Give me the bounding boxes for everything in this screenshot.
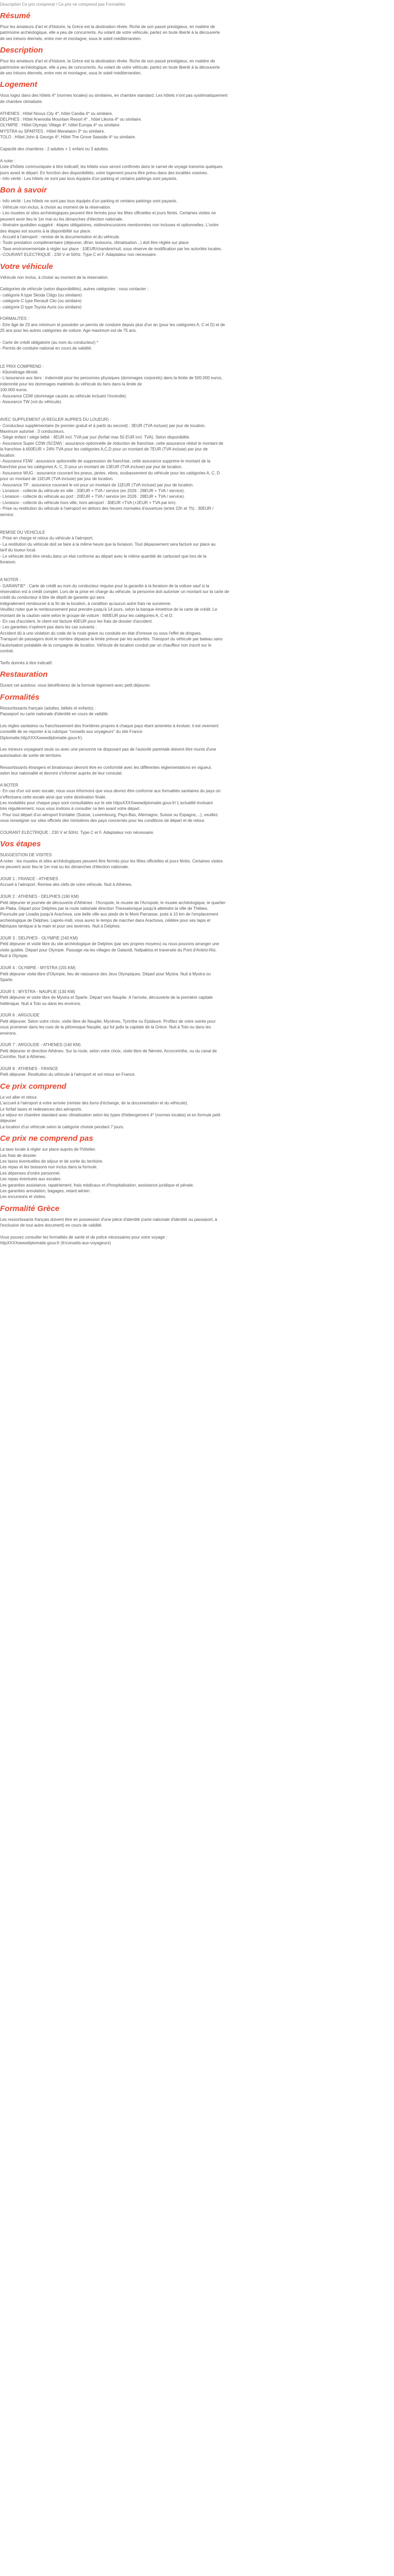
text-line: - Carte de crédit obligatoire (au nom du conducteur) *	[0, 340, 98, 345]
blank-line	[0, 888, 394, 894]
section-title: Ce prix comprend	[0, 1081, 67, 1091]
text-line: - Etre âgé de 23 ans minimum et posséder un permis de conduire depuis plus d'un an (pour les catégories A, C et D) et de	[0, 322, 225, 327]
text-line: - Prise en charge et retour du véhicule à l'aéroport.	[0, 536, 94, 541]
page	[0, 0, 394, 1255]
text-line: Les règles sanitaires ou franchissement des frontières propres à chaque pays étant amenées à évoluer, il est vivement	[0, 723, 219, 728]
text-line: - Assurance WUG : assurance couvrant les pneus, jantes, vitres, soubassement du véhicule pour les catégories A, C, D	[0, 470, 220, 475]
text-line: selon leur nationalité et devront s'informer auprès de leur consulat.	[0, 771, 123, 776]
text-line: JOUR 7 : ARGOLIDE - ATHENES (140 KM)	[0, 1042, 81, 1048]
text-line: - Toute prestation complémentaire (déjeuner, dîner, boissons, climatisation...) doit être réglée sur place.	[0, 240, 190, 246]
text-line: Les modalités pour chaque pays sont consultables sur le site httpsXXXXwwwdiplomatie.gouv.fr/ L'actualité évoluant	[0, 801, 213, 806]
text-line: Tarifs donnés à titre indicatif.	[0, 660, 53, 665]
text-line: livraison.	[0, 559, 17, 564]
text-line: - Info vérité : Les hôtels ne sont pas tous équipés d'un parking et certains parkings sont payants.	[0, 199, 178, 204]
text-line: JOUR 8 : ATHENES - FRANCE	[0, 1066, 58, 1071]
text-line: 100.000 euros.	[0, 388, 28, 393]
text-line: - Kilométrage illimité.	[0, 369, 39, 375]
text-line: - Livraison - collecte du véhicule au port : 20EUR + TVA / service (en 2026 : 28EUR + TVA / service).	[0, 494, 185, 499]
text-line: JOUR 5 : MYSTRA - NAUPLIE (130 KM)	[0, 989, 75, 994]
text-line: A noter :	[0, 158, 16, 163]
text-line: - L'assurance aux tiers : indemnité pour les personnes physiques (dommages corporels) dans la limite de 500.000 euros,	[0, 376, 222, 381]
text-line: - Le véhicule doit être rendu dans un état conforme au départ avec le même quantité de carburant que lors de la	[0, 553, 207, 559]
text-line: réservation est à crédit complet. Lors de la prise en charge du véhicule, la personne doit autoriser un montant sur la carte de	[0, 589, 229, 594]
section	[0, 693, 394, 836]
text-line: de ses trésors éternels, entre mer et montagne, sous le soleil méditerranéen.	[0, 71, 142, 76]
text-line: Les dépenses d'ordre personnel.	[0, 1170, 61, 1176]
section	[0, 1204, 394, 1246]
text-line: peuvent avoir lieu le 1er mai ou les dimanches d'élection nationale.	[0, 216, 124, 222]
text-line: JOUR 1 : FRANCE - ATHENES	[0, 877, 58, 882]
text-line: Petit déjeuner. Selon votre choix, visite libre de Nauplie, Mycènes, Tyrinthe ou Epidaure. Profitez de votre soirée pour	[0, 1019, 216, 1024]
text-line: Nuit à Olympie.	[0, 954, 29, 959]
text-line: La location d'un véhicule selon la catégorie choisie pendant 7 jours.	[0, 1124, 125, 1129]
text-line: AVEC SUPPLEMENT (A REGLER AUPRES DU LOUEUR) :	[0, 417, 111, 422]
text-line: de Plaka. Départ pour Delphes par la route nationale direction Thessalonique jusqu'à atteindre la ville de Thèbes.	[0, 906, 208, 911]
section	[0, 670, 394, 688]
text-line: Durant cet autotour, vous bénéficierez de la formule logement avec petit déjeuner.	[0, 683, 151, 688]
text-line: Petit déjeuner et journée de découverte d'Athènes : l'Acropole, le musée de l'Acropole, le musée archéologique, le quartier	[0, 900, 226, 905]
blank-line	[0, 571, 394, 577]
blank-line	[0, 405, 394, 410]
text-line: crédit du conducteur à titre de dépôt de garantie qui sera	[0, 595, 105, 600]
text-line: A NOTER	[0, 782, 19, 788]
section	[0, 1082, 394, 1130]
text-line: Passeport ou carte nationale d'identité en cours de validité.	[0, 711, 109, 716]
section-title: Description	[0, 46, 43, 55]
text-line: Petit déjeuner et direction Athènes. Sur la route, selon votre choix, visite libre de Némée, Acrocorinthe, ou du canal de	[0, 1048, 217, 1053]
text-line: OLYMPIE : Hôtel Olympic Village 4*, hôtel Europa 4* ou similaire.	[0, 123, 121, 128]
blank-line	[0, 654, 394, 660]
blank-line	[0, 741, 394, 746]
text-line: ne peuvent avoir lieu le 1er mai ou les dimanches d'élection nationale.	[0, 865, 129, 870]
blank-line	[0, 776, 394, 782]
text-line: - Itinéraire quotidien suggéré : étapes obligatoires, visites/excursions mentionnées non incluses et optionnelles. L'ordre	[0, 223, 219, 228]
text-line: autorisation de sortie de territoire.	[0, 753, 62, 758]
text-line: intégralement remboursé à la fin de la location, à condition qu'aucun autre frais ne survienne.	[0, 601, 172, 606]
text-line: - Véhicule non inclus, à choisir au moment de la réservation.	[0, 204, 111, 210]
section-body	[0, 1217, 394, 1246]
text-line: montant de la caution varie selon le groupe de voiture : 600EUR pour les catégories A, C et D.	[0, 613, 174, 618]
text-line: - Assurance TW (vol du véhicule).	[0, 400, 62, 404]
text-line: pour un montant de 11EUR (TVA incluse) par jour de location.	[0, 476, 114, 482]
blank-line	[0, 310, 394, 316]
section-body	[0, 705, 394, 836]
text-line: Petit déjeuner et visite libre de Mystra et Sparte. Départ vers Nauplie. A l'arrivée, découverte de la première capitale	[0, 995, 213, 1000]
text-line: l'autorisation préalable de la compagnie de location. Véhicule de location conduit par un chauffeur non inscrit sur le	[0, 642, 212, 648]
section-body	[0, 1094, 394, 1130]
text-line: ATHENES : Hôtel Novus City 4*, hôtel Candia 4* ou similaire.	[0, 111, 113, 116]
blank-line	[0, 105, 394, 110]
text-line: la franchise à 600EUR + 24% TVA pour les catégories A,C,D pour un montant de 7EUR (TVA incluse) par jour de	[0, 447, 208, 452]
section-title: Votre véhicule	[0, 262, 53, 271]
blank-line	[0, 518, 394, 523]
section-body	[0, 852, 394, 1077]
text-line: Les frais de dossier.	[0, 1153, 37, 1158]
text-line: Ressortissants étrangers et binationaux devront être en conformité avec les différentes réglementations en vigueur,	[0, 765, 212, 770]
text-line: vous renseigner sur sites officiels des ministères des pays concernés pour les conditions de départ et de retour.	[0, 818, 205, 823]
blank-line	[0, 1229, 394, 1234]
text-line: Sparte.	[0, 977, 14, 982]
text-line: Maximum autorisé : 3 conducteurs.	[0, 429, 65, 434]
text-line: Liste d'hôtels communiquée à titre indicatif, les hôtels vous seront confirmés dans le carnet de voyage transmis quelques	[0, 164, 222, 170]
text-line: - En cas d'un vol avec escale, nous vous informons que vous devrez être conforme aux formalités sanitaires du pays où	[0, 789, 220, 794]
section-title: Résumé	[0, 11, 31, 20]
text-line: - En cas d'accident, le client est facturé 40EUR pour les frais de dossier d'accident.	[0, 619, 153, 624]
blank-line	[0, 824, 394, 830]
section	[0, 840, 394, 1077]
text-line: Pour les amateurs d'art et d'histoire, la Grèce est la destination rêvée. Riche de son passé prestigieux, en matière de	[0, 24, 215, 29]
text-line: - Taxe environnementale à régler sur place : 10EUR/chambre/nuit, sous réserve de modification par les autorités locales.	[0, 246, 222, 251]
text-line: - Siège enfant / siège bébé : 4EUR incl. TVA par jour (forfait max 50 EUR incl. TVA). Selon disponibilité.	[0, 435, 190, 440]
text-line: A noter : les musées et sites archéologiques peuvent être fermés pour les fêtes officielles et jours fériés. Certaines visites	[0, 858, 223, 864]
section-title: Restauration	[0, 670, 48, 679]
text-line: s'effectuera cette escale ainsi que votre destination finale.	[0, 794, 107, 800]
text-line: contrat.	[0, 648, 14, 653]
blank-line	[0, 357, 394, 363]
text-line: SUGGESTION DE VISITES	[0, 853, 52, 858]
text-line: Les ressortissants français doivent être en possession d'une pièce d'identité (carte nationale d'identité ou passeport, à	[0, 1217, 217, 1222]
text-line: service.	[0, 512, 15, 517]
section-body	[0, 198, 394, 257]
text-line: - Accueil à l'aéroport : remise de la documentation et du véhicule.	[0, 234, 120, 239]
text-line: httpXXXXwwwdiplomatie.gouv.fr (fr/conseils-aux-voyageurs)	[0, 1241, 111, 1246]
text-line: Petit déjeuner visite libre d'Olympie, lieu de naissance des Jeux Olympiques. Départ pour Mystra. Nuit à Mystra ou	[0, 971, 211, 976]
text-line: - Assurance FDW : assurance optionnelle de suppression de franchise, cette assurance supprime le montant de la	[0, 459, 211, 464]
text-line: - Info vérité : Les hôtels ne sont pas tous équipés d'un parking et certains parkings sont payants.	[0, 176, 178, 182]
text-line: LE PRIX COMPREND :	[0, 364, 44, 369]
section-body	[0, 682, 394, 688]
blank-line	[0, 140, 394, 146]
text-line: Les mineurs voyageant seuls ou avec une personne ne disposant pas de l'autorité parentale doivent être munis d'une	[0, 747, 216, 752]
blank-line	[0, 758, 394, 764]
text-line: Veuillez noter que le remboursement peut prendre jusqu'à 14 jours, selon la banque émettrice de la carte de crédit. Le	[0, 607, 217, 612]
text-line: Poursuite par Livadia jusqu'à Arachova, une belle ville aux pieds de le Mont Parnasse, juste à 10 km de l'emplacement	[0, 912, 218, 917]
text-line: FORMALITES :	[0, 316, 29, 321]
blank-line	[0, 1036, 394, 1042]
section-body	[0, 275, 394, 666]
text-line: JOUR 2 : ATHENES - DELPHES (190 KM)	[0, 894, 79, 899]
text-line: visite guidée. Départ pour Olympie. Passage via les villages de Galaxidi, Nafpaktos et traversée du Pont d'Antirio-Rio.	[0, 947, 217, 952]
text-line: déjeuner	[0, 1118, 17, 1124]
section-body	[0, 24, 394, 42]
text-line: Les garanties assistance, rapatriement, frais médicaux et d'hospitalisation, assistance juridique et pénale.	[0, 1182, 194, 1188]
text-line: - Assurance CDW (dommage causés au véhicule incluant l'incendie).	[0, 393, 127, 398]
text-line: tarif du loueur local.	[0, 548, 36, 553]
text-line: - Les garanties n'opèrent pas dans les cas suivants :	[0, 625, 97, 630]
section-title: Ce prix ne comprend pas	[0, 1134, 94, 1143]
text-line: REMISE DU VEHICULE	[0, 530, 45, 535]
text-line: Catégories de véhicule (selon disponibilités), autres catégories : nous contacter :	[0, 287, 149, 292]
text-line: de chambre climatisée.	[0, 99, 43, 104]
text-line: jours avant le départ. En fonction des disponibilités, votre logement pourra être prévu dans des localités voisines.	[0, 170, 208, 175]
text-line: - COURANT ELECTRIQUE : 230 V et 50Hz. Type C et F. Adaptateur non nécessaire.	[0, 252, 157, 257]
blank-line	[0, 983, 394, 988]
section-title: Formalité Grèce	[0, 1204, 60, 1213]
text-line: indemnité pour les dommages matériels du véhicule du tiers dans la limite de	[0, 381, 142, 387]
text-line: Les garanties annulation, bagages, retard aérien.	[0, 1189, 91, 1194]
blank-line	[0, 870, 394, 876]
text-line: Petit déjeuner. Restitution du véhicule à l'aéroport et vol retour en France.	[0, 1072, 136, 1077]
text-line: - catégorie C type Renault Clio (ou similaire)	[0, 299, 82, 304]
text-line: Diplomatie,httpXXXXwwwdiplomatie.gouv.fr).	[0, 735, 83, 740]
text-line: Accueil à l'aéroport. Remise des clefs de votre véhicule. Nuit à Athènes.	[0, 882, 133, 887]
text-line: - Livraison - collecte du véhicule en ville : 20EUR + TVA / service (en 2026 : 28EUR + TVA / service).	[0, 488, 185, 494]
text-line: Ressortissants français (adultes, bébés et enfants) :	[0, 705, 96, 711]
section-body	[0, 58, 394, 76]
text-line: hellénique. Nuit à Tolo ou dans les environs.	[0, 1001, 82, 1006]
text-line: patrimoine archéologique, elle a peu de concurrents. Au volant de votre véhicule, partez en toute liberté à la découverte	[0, 30, 220, 35]
text-line: Le vol aller et retour.	[0, 1094, 38, 1100]
section	[0, 11, 394, 42]
section	[0, 1134, 394, 1200]
text-line: Les repas et les boissons non inclus dans la formule.	[0, 1165, 98, 1170]
text-line: JOUR 4 : OLYMPIE - MYSTRA (155 KM)	[0, 965, 76, 971]
text-line: location.	[0, 453, 16, 458]
text-line: Corinthe. Nuit à Athènes.	[0, 1054, 46, 1060]
text-line: DELPHES : Hôtel Anemolia Mountain Resort 4* , hôtel Likoria 4* ou similaire.	[0, 117, 142, 122]
text-line: - Livraison - collecte du véhicule hors ville, hors aéroport : 30EUR +TVA (+2EUR + TVA par km).	[0, 500, 177, 505]
blank-line	[0, 523, 394, 529]
text-line: Véhicule non inclus, à choisir au moment de la réservation.	[0, 275, 109, 280]
text-line: JOUR 3 : DELPHES - OLYMPIE (240 KM)	[0, 936, 78, 941]
text-line: - Assurance Super CDW (SCDW) : assurance optionnelle de réduction de franchise, cette assurance réduit le montant de	[0, 441, 224, 446]
text-line: Les excursions et visites.	[0, 1194, 46, 1200]
text-line: Le séjour en chambre standard avec climatisation selon les types d'hébergement 4* (normes locales) et en formule petit	[0, 1112, 220, 1117]
text-line: COURANT ELECTRIQUE : 230 V et 50Hz. Type C et F. Adaptateur non nécessaire.	[0, 830, 154, 835]
text-line: - Prise ou restitution du véhicule à l'aéroport en dehors des heures normales d'ouverture (entre 22h et 7h) : 30EUR /	[0, 506, 214, 511]
text-line: de ses trésors éternels, entre mer et montagne, sous le soleil méditerranéen.	[0, 36, 142, 41]
text-line: Les taxes éventuelles de séjour et de sortie du territoire.	[0, 1159, 103, 1164]
text-line: Le forfait taxes et redevances des aéroports.	[0, 1106, 83, 1112]
text-line: archéologique de Delphes. Laprès-midi, vous aurez le temps de marcher dans Arachova, célèbre pour ses tapis et	[0, 918, 211, 923]
blank-line	[0, 152, 394, 158]
section-body	[0, 1147, 394, 1200]
text-line: 25 ans pour les autres catégories de voiture. Age maximum est de 75 ans.	[0, 328, 137, 333]
text-line: environs.	[0, 1031, 17, 1036]
section-title: Bon à savoir	[0, 186, 47, 195]
blank-line	[0, 930, 394, 935]
blank-line	[0, 1060, 394, 1066]
text-line: - La restitution du véhicule doit se faire à la même heure que la livraison. Tout dépassement sera facturé sur place au	[0, 542, 216, 547]
section	[0, 46, 394, 76]
blank-line	[0, 334, 394, 340]
blank-line	[0, 352, 394, 357]
blank-line	[0, 717, 394, 723]
text-line: La taxe locale à régler sur place auprès de l'hôtelier.	[0, 1147, 96, 1152]
text-line: - Assurance TP : assurance couvrant le vol pour un montant de 11EUR (TVA incluse) par jour de location.	[0, 482, 194, 487]
text-line: très régulièrement, nous vous invitons à consulter ce lien avant votre départ.	[0, 806, 141, 812]
text-line: Petit déjeuner et visite libre du site archéologique de Delphes (par ses propres moyens) ou nous pouvons arranger une	[0, 942, 219, 947]
text-line: Pour les amateurs d'art et d'histoire, la Grèce est la destination rêvée. Riche de son passé prestigieux, en matière de	[0, 59, 215, 64]
section	[0, 186, 394, 257]
blank-line	[0, 411, 394, 417]
section-body	[0, 93, 394, 182]
section	[0, 262, 394, 666]
blank-line	[0, 565, 394, 571]
text-line: Transport de passagers dont le nombre dépasse la limite prévue par les autorités. Transport du véhicule par bateau sans	[0, 637, 222, 642]
blank-line	[0, 280, 394, 286]
text-line: TOLO : Hôtel John & George 4*, Hôtel The Grove Seaside 4* ou similaire.	[0, 135, 136, 140]
text-line: Vous pouvez consulter les formalités de santé et de police nécessaires pour votre voyage :	[0, 1235, 167, 1240]
text-line: JOUR 6 : ARGOLIDE	[0, 1013, 40, 1018]
text-line: - Permis de conduire national en cours de validité.	[0, 346, 93, 351]
section-title: Formalités	[0, 692, 40, 702]
text-line: - Pour tout départ d'un aéroport frontalier (Suisse, Luxembourg, Pays-Bas, Allemagne, Suisse ou Espagne,...), veuillez	[0, 812, 218, 817]
text-line: - Les musées et sites archéologiques peuvent être fermés pour les fêtes officielles et jours fériés. Certaines visites ne	[0, 211, 216, 216]
text-line: l'exclusion de tout autre document) en cours de validité.	[0, 1223, 103, 1228]
text-line: Vous logez dans des hôtels 4* (normes locales) ou similaires, en chambre standard. Les hôtels n'ont pas systématiquement	[0, 93, 228, 98]
text-line: vous promener dans les rues de la pittoresque Nauplie, qui fut jadis la capitale de la Grèce. Nuit à Tolo ou dans les	[0, 1025, 211, 1030]
blank-line	[0, 1007, 394, 1012]
blank-line	[0, 959, 394, 965]
text-line: L'accueil à l'aéroport à votre arrivée (remise des bons d'échange, de la documentation et du véhicule).	[0, 1101, 188, 1106]
text-line: Accident dû à une violation du code de la route grave ou conduite en état d'ivresse ou sous l'effet de drogues.	[0, 630, 202, 636]
text-line: - GARANTIE* : Carte de crédit au nom du conducteur requise pour la garantie à la livraison de la voiture sauf si la	[0, 583, 209, 588]
page-description: Description Ce prix comprend / Ce prix ne comprend pas Formalités	[0, 2, 125, 7]
text-line: MYSTRA ou SPARTES : Hôtel Menelaion 3* ou similaire.	[0, 128, 106, 134]
text-line: - Conducteur supplémentaire (le premier gratuit et à partir du second) : 3EUR (TVA incluse) par jour de location.	[0, 423, 206, 428]
text-line: Capacité des chambres : 2 adultes + 1 enfant ou 3 adultes.	[0, 147, 109, 152]
sections-container	[0, 11, 394, 1246]
text-line: - catégorie A type Skoda Citigo (ou similaire)	[0, 292, 82, 298]
text-line: patrimoine archéologique, elle a peu de concurrents. Au volant de votre véhicule, partez en toute liberté à la découverte	[0, 65, 220, 70]
text-line: franchise pour les catégories A, C, D pour un montant de 13EUR (TVA incluse) par jour de location.	[0, 465, 183, 470]
text-line: fabriques tantique à la main et pour ses tavernes. Nuit à Delphes.	[0, 924, 121, 929]
text-line: A NOTER :	[0, 577, 21, 583]
section-title: Logement	[0, 80, 37, 89]
text-line: des étapes est soumis à la disponibilité sur place.	[0, 228, 91, 234]
section-title: Vos étapes	[0, 840, 41, 849]
section	[0, 80, 394, 182]
text-line: Les repas éventuels aux escales.	[0, 1177, 62, 1182]
text-line: conseillé de se reporter à la rubrique "conseils aux voyageurs" du site France	[0, 729, 142, 735]
text-line: - catégorie D type Toyota Auris (ou similaire)	[0, 304, 82, 310]
